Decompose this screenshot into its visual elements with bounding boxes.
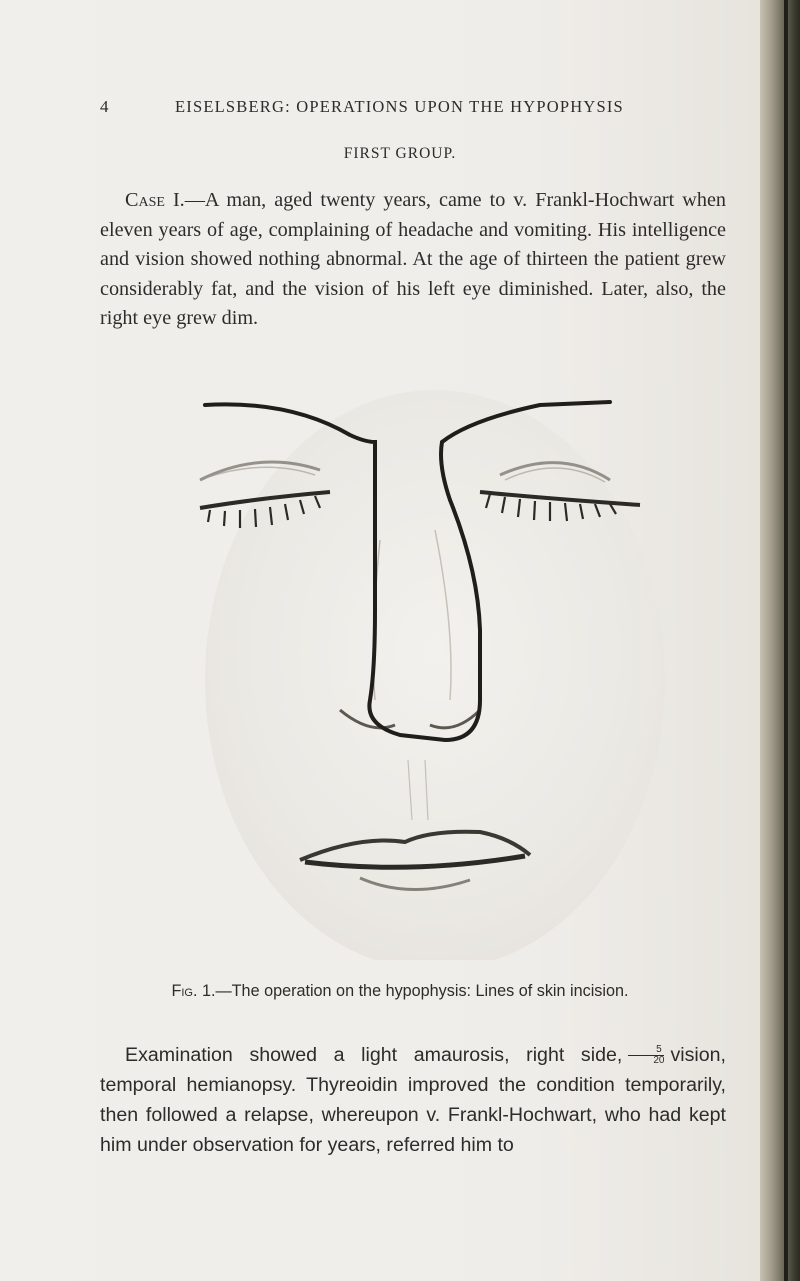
examination-text-before: Examination showed a light amaurosis, right side, bbox=[125, 1044, 623, 1066]
figure-face-incision-illustration bbox=[180, 380, 700, 960]
fraction-numerator: 5 bbox=[628, 1045, 664, 1056]
figure-label: Fig. 1. bbox=[171, 982, 216, 1000]
book-spine-edge bbox=[784, 0, 788, 1281]
figure-caption bbox=[0, 982, 800, 1001]
figure-caption-text: —The operation on the hypophysis: Lines of skin incision. bbox=[215, 982, 629, 1000]
case-1-paragraph bbox=[100, 186, 726, 334]
book-spine-shadow bbox=[760, 0, 800, 1281]
case-1-text: —A man, aged twenty years, came to v. Frankl-Hochwart when eleven years of age, complaining of headache and vomiting. His intelligence and vision showed nothing abnormal. At the age of thirteen the patient grew considerably fat, and the vision of his left eye diminished. Later, also, the right eye grew dim. bbox=[100, 189, 726, 330]
page-number: 4 bbox=[100, 97, 109, 116]
fraction-denominator: 20 bbox=[653, 1055, 665, 1067]
running-title: EISELSBERG: OPERATIONS UPON THE HYPOPHYSIS bbox=[175, 97, 624, 116]
section-heading: FIRST GROUP. bbox=[343, 145, 457, 162]
case-label: Case I. bbox=[125, 189, 185, 211]
face-illustration bbox=[180, 380, 700, 960]
vision-fraction bbox=[628, 1045, 664, 1066]
face-shading bbox=[205, 390, 665, 960]
examination-paragraph bbox=[100, 1040, 726, 1160]
examination-text-after: vision, temporal hemianopsy. Thyreoidin improved the condition temporarily, then followed a relapse, whereupon v. Frankl-Hochwart, who had kept him under observation for years, referred him to bbox=[100, 1044, 726, 1156]
